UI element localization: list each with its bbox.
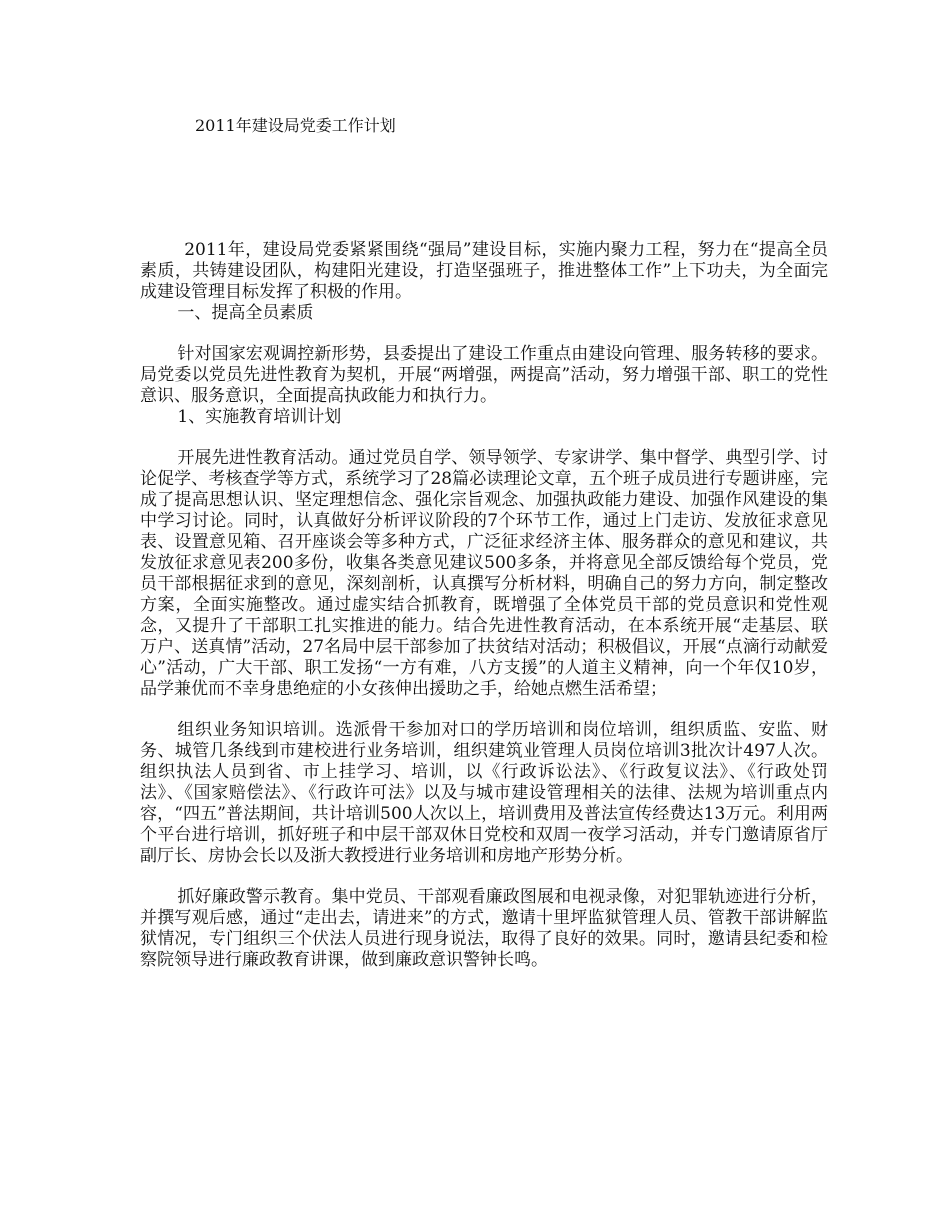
document-title: 2011年建设局党委工作计划 — [195, 116, 396, 135]
integrity-paragraph: 抓好廉政警示教育。集中党员、干部观看廉政图展和电视录像，对犯罪轨迹进行分析，并撰写观后感，通过“走出去，请进来”的方式，邀请十里坪监狱管理人员、管教干部讲解监狱情况，专门组织三个伏法人员进行现身说法，取得了良好的效果。同时，邀请县纪委和检察院领导进行廉政教育讲课，做到廉政意识警钟长鸣。 — [140, 887, 828, 970]
training-paragraph: 组织业务知识培训。选派骨干参加对口的学历培训和岗位培训，组织质监、安监、财务、城管几条线到市建校进行业务培训，组织建筑业管理人员岗位培训3批次计497人次。组织执法人员到省、市上挂学习、培训，以《行政诉讼法》、《行政复议法》、《行政处罚法》、《国家赔偿法》、《行政许可法》以及与城市建设管理相关的法律、法规为培训重点内容，“四五”普法期间，共计培训500人次以上，培训费用及普法宣传经费达13万元。利用两个平台进行培训，抓好班子和中层干部双休日党校和双周一夜学习活动，并专门邀请原省厅副厅长、房协会长以及浙大教授进行业务培训和房地产形势分析。 — [140, 720, 828, 866]
section-heading-1: 一、提高全员素质 — [177, 303, 314, 323]
section-1-paragraph: 针对国家宏观调控新形势，县委提出了建设工作重点由建设向管理、服务转移的要求。局党委以党员先进性教育为契机，开展“两增强，两提高”活动，努力增强干部、职工的党性意识、服务意识，全面提高执政能力和执行力。 — [140, 344, 828, 406]
intro-paragraph: 2011年，建设局党委紧紧围绕“强局”建设目标，实施内聚力工程，努力在“提高全员素质，共铸建设团队，构建阳光建设，打造坚强班子，推进整体工作”上下功夫，为全面完成建设管理目标发挥了积极的作用。 — [140, 240, 828, 302]
document-body — [140, 240, 828, 971]
education-paragraph: 开展先进性教育活动。通过党员自学、领导领学、专家讲学、集中督学、典型引学、讨论促学、考核查学等方式，系统学习了28篇必读理论文章，五个班子成员进行专题讲座，完成了提高思想认识、坚定理想信念、强化宗旨观念、加强执政能力建设、加强作风建设的集中学习讨论。同时，认真做好分析评议阶段的7个环节工作，通过上门走访、发放征求意见表、设置意见箱、召开座谈会等多种方式，广泛征求经济主体、服务群众的意见和建议，共发放征求意见表200多份，收集各类意见建议500多条，并将意见全部反馈给每个党员，党员干部根据征求到的意见，深刻剖析，认真撰写分析材料，明确自己的努力方向，制定整改方案，全面实施整改。通过虚实结合抓教育，既增强了全体党员干部的党员意识和党性观念，又提升了干部职工扎实推进的能力。结合先进性教育活动，在本系统开展“走基层、联万户、送真情”活动，27名局中层干部参加了扶贫结对活动；积极倡议，开展“点滴行动献爱心”活动，广大干部、职工发扬“一方有难，八方支援”的人道主义精神，向一个年仅10岁，品学兼优而不幸身患绝症的小女孩伸出援助之手，给她点燃生活希望； — [140, 448, 828, 699]
subsection-heading-1: 1、实施教育培训计划 — [177, 407, 342, 427]
